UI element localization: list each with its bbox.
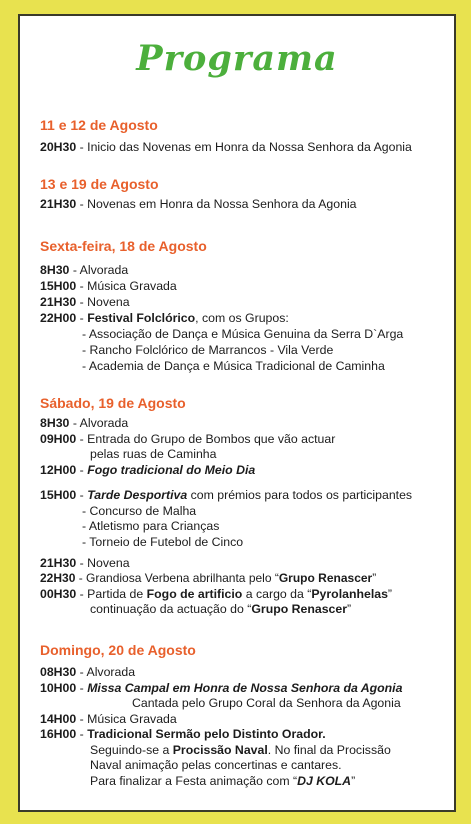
event-highlight: Tradicional Sermão pelo Distinto Orador.: [87, 727, 326, 741]
section-heading-5: Domingo, 20 de Agosto: [40, 642, 196, 658]
programme-sheet: [18, 14, 456, 812]
time: 20H30: [40, 140, 77, 154]
event-text: - Grandiosa Verbena abrilhanta pelo “: [75, 571, 279, 585]
separator: -: [76, 488, 88, 502]
event-text: - Alvorada: [76, 665, 136, 679]
continuation-line: Naval animação pelas concertinas e cantares.: [90, 758, 342, 772]
time: 10H00: [40, 681, 77, 695]
event-text: - Entrada do Grupo de Bombos que vão actuar: [76, 432, 336, 446]
time: 21H30: [40, 556, 77, 570]
section-heading-2: 13 e 19 de Agosto: [40, 176, 159, 192]
time: 08H30: [40, 665, 77, 679]
schedule-line: [40, 727, 326, 742]
event-text: - Inicio das Novenas em Honra da Nossa Senhora da Agonia: [76, 140, 412, 154]
event-text: - Novena: [76, 556, 130, 570]
continuation-line: [90, 602, 351, 617]
section-heading-1: 11 e 12 de Agosto: [40, 117, 158, 133]
event-text: - Novena: [76, 295, 130, 309]
time: 8H30: [40, 263, 70, 277]
schedule-line: [40, 140, 412, 155]
event-text: com prémios para todos os participantes: [187, 488, 413, 502]
event-text: Seguindo-se a: [90, 743, 173, 757]
event-text: - Música Gravada: [76, 712, 177, 726]
section-heading-3: Sexta-feira, 18 de Agosto: [40, 238, 207, 254]
time: 8H30: [40, 416, 70, 430]
continuation-line: [90, 774, 355, 789]
event-text: - Partida de: [76, 587, 147, 601]
section-heading-4: Sábado, 19 de Agosto: [40, 395, 186, 411]
separator: -: [76, 681, 88, 695]
time: 22H30: [40, 571, 76, 585]
event-text: , com os Grupos:: [195, 311, 289, 325]
event-highlight: Tarde Desportiva: [87, 488, 188, 502]
time: 21H30: [40, 295, 77, 309]
event-highlight: Festival Folclórico: [87, 311, 196, 325]
schedule-line: [40, 416, 128, 431]
separator: -: [76, 463, 88, 477]
group-item: - Academia de Dança e Música Tradicional de Caminha: [82, 359, 385, 373]
schedule-line: [40, 197, 357, 212]
event-highlight: Missa Campal em Honra de Nossa Senhora da Agonia: [87, 681, 403, 695]
time: 15H00: [40, 488, 77, 502]
time: 15H00: [40, 279, 77, 293]
time: 12H00: [40, 463, 77, 477]
schedule-line: [40, 712, 177, 727]
schedule-line: [40, 571, 376, 586]
group-item: - Associação de Dança e Música Genuina da Serra D`Arga: [82, 327, 404, 341]
time: 21H30: [40, 197, 77, 211]
schedule-line: [40, 432, 335, 447]
event-highlight: Procissão Naval: [172, 743, 268, 757]
schedule-line: [40, 311, 289, 326]
event-text: continuação da actuação do “: [90, 602, 252, 616]
event-text: a cargo da “: [242, 587, 312, 601]
event-text: - Alvorada: [69, 416, 129, 430]
schedule-line: [40, 665, 135, 680]
sport-item: - Concurso de Malha: [82, 504, 197, 518]
continuation-line: pelas ruas de Caminha: [90, 447, 217, 461]
continuation-line: Cantada pelo Grupo Coral da Senhora da Agonia: [132, 696, 401, 710]
time: 16H00: [40, 727, 77, 741]
schedule-line: [40, 263, 128, 278]
event-highlight: DJ KOLA: [297, 774, 352, 788]
sport-item: - Atletismo para Crianças: [82, 519, 220, 533]
separator: -: [76, 727, 88, 741]
event-highlight: Fogo de artificio: [146, 587, 243, 601]
continuation-line: [90, 743, 391, 758]
sport-item: - Torneio de Futebol de Cinco: [82, 535, 244, 549]
schedule-line: [40, 587, 392, 602]
time: 00H30: [40, 587, 77, 601]
event-highlight: Grupo Renascer: [251, 602, 348, 616]
time: 14H00: [40, 712, 77, 726]
time: 22H00: [40, 311, 77, 325]
event-highlight: Pyrolanhelas: [311, 587, 388, 601]
schedule-line: [40, 279, 177, 294]
page-title: Programa: [136, 38, 338, 79]
quote-mark: ”: [347, 602, 352, 616]
group-item: - Rancho Folclórico de Marrancos - Vila Verde: [82, 343, 334, 357]
event-highlight: Fogo tradicional do Meio Dia: [87, 463, 256, 477]
event-text: - Novenas em Honra da Nossa Senhora da Agonia: [76, 197, 357, 211]
separator: -: [76, 311, 88, 325]
schedule-line: [40, 463, 255, 478]
event-text: . No final da Procissão: [267, 743, 391, 757]
schedule-line: [40, 681, 402, 696]
quote-mark: ”: [372, 571, 377, 585]
event-highlight: Grupo Renascer: [278, 571, 373, 585]
quote-mark: ”: [387, 587, 393, 601]
schedule-line: [40, 556, 130, 571]
schedule-line: [40, 295, 130, 310]
time: 09H00: [40, 432, 77, 446]
schedule-line: [40, 488, 412, 503]
quote-mark: ”: [351, 774, 356, 788]
event-text: - Música Gravada: [76, 279, 177, 293]
event-text: Para finalizar a Festa animação com “: [90, 774, 298, 788]
event-text: - Alvorada: [69, 263, 129, 277]
